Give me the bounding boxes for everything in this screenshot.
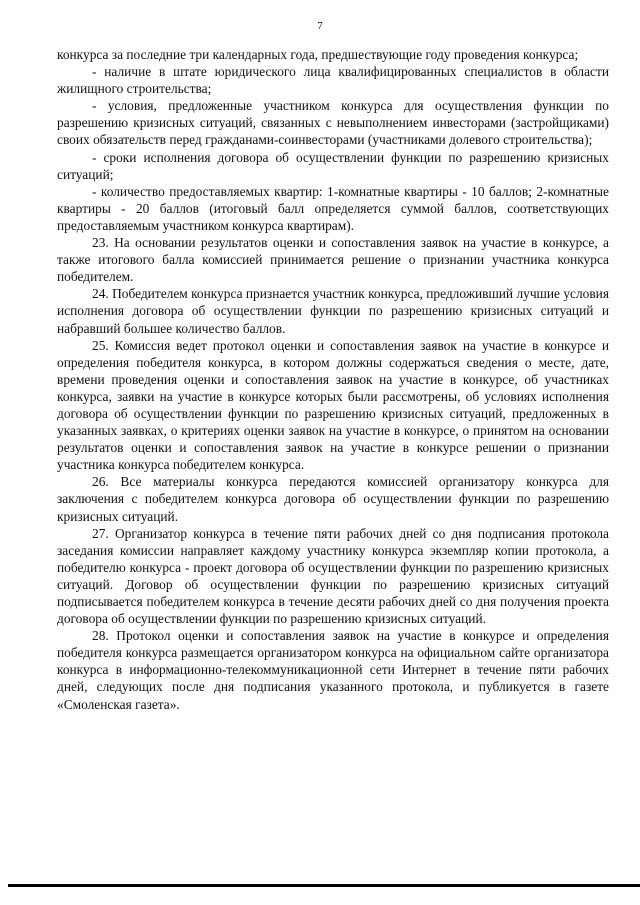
page-number: 7 <box>317 20 323 32</box>
paragraph-continuation: конкурса за последние три календарных года, предшествующие году проведения конкурса; <box>57 47 579 62</box>
clause-24: 24. Победителем конкурса признается участник конкурса, предложивший лучшие условия исполнения договора об осуществлении функции по разрешению кризисных ситуаций и набравший большее количество баллов. <box>57 286 609 336</box>
clause-27: 27. Организатор конкурса в течение пяти рабочих дней со дня подписания протокола заседания комиссии направляет каждому участнику конкурса экземпляр копии протокола, а победителю конкурса - проект договора об осуществлении функции по разрешению кризисных ситуаций. Договор об осуществлении функции по разрешению кризисных ситуаций подписывается победителем конкурса в течение десяти рабочих дней со дня получения проекта договора об осуществлении функции по разрешению кризисных ситуаций. <box>57 525 609 627</box>
document-body <box>57 46 609 713</box>
criterion-qualified-staff: - наличие в штате юридического лица квалифицированных специалистов в области жилищного строительства; <box>57 64 609 97</box>
clause-28: 28. Протокол оценки и сопоставления заявок на участие в конкурсе и определения победителя конкурса размещается организатором конкурса на официальном сайте организатора конкурса в информационно-телекоммуникационной сети Интернет в течение пяти рабочих дней, следующих после дня подписания указанного протокола, и публикуется в газете «Смоленская газета». <box>57 628 609 712</box>
criterion-contract-terms: - сроки исполнения договора об осуществлении функции по разрешению кризисных ситуаций; <box>57 149 609 182</box>
criterion-crisis-conditions: - условия, предложенные участником конкурса для осуществления функции по разрешению кризисных ситуаций, связанных с невыполнением инвесторами (застройщиками) своих обязательств перед гражданами-соинвесторами (участниками долевого строительства); <box>57 98 609 148</box>
clause-25: 25. Комиссия ведет протокол оценки и сопоставления заявок на участие в конкурсе и определения победителя конкурса, в котором должны содержаться сведения о месте, дате, времени проведения оценки и сопоставления заявок на участие в конкурсе, об участниках конкурса, заявки на участие в конкурсе которых были рассмотрены, об условиях исполнения договора об осуществлении функции по разрешению кризисных ситуаций, предложенных в указанных заявках, о критериях оценки заявок на участие в конкурсе, о принятом на основании результатов оценки и сопоставления заявок на участие в конкурсе решении о признании участника конкурса победителем конкурса. <box>57 337 609 473</box>
criterion-apartments: - количество предоставляемых квартир: 1-комнатные квартиры - 10 баллов; 2-комнатные квартиры - 20 баллов (итоговый балл определяется суммой баллов, соответствующих предоставляемым участником конкурса квартирам). <box>57 183 609 233</box>
clause-26: 26. Все материалы конкурса передаются комиссией организатору конкурса для заключения с победителем конкурса договора об осуществлении функции по разрешению кризисных ситуаций. <box>57 474 609 524</box>
clause-23: 23. На основании результатов оценки и сопоставления заявок на участие в конкурсе, а также итогового балла комиссией принимается решение о признании участника конкурса победителем. <box>57 235 609 285</box>
bottom-divider <box>8 884 640 887</box>
